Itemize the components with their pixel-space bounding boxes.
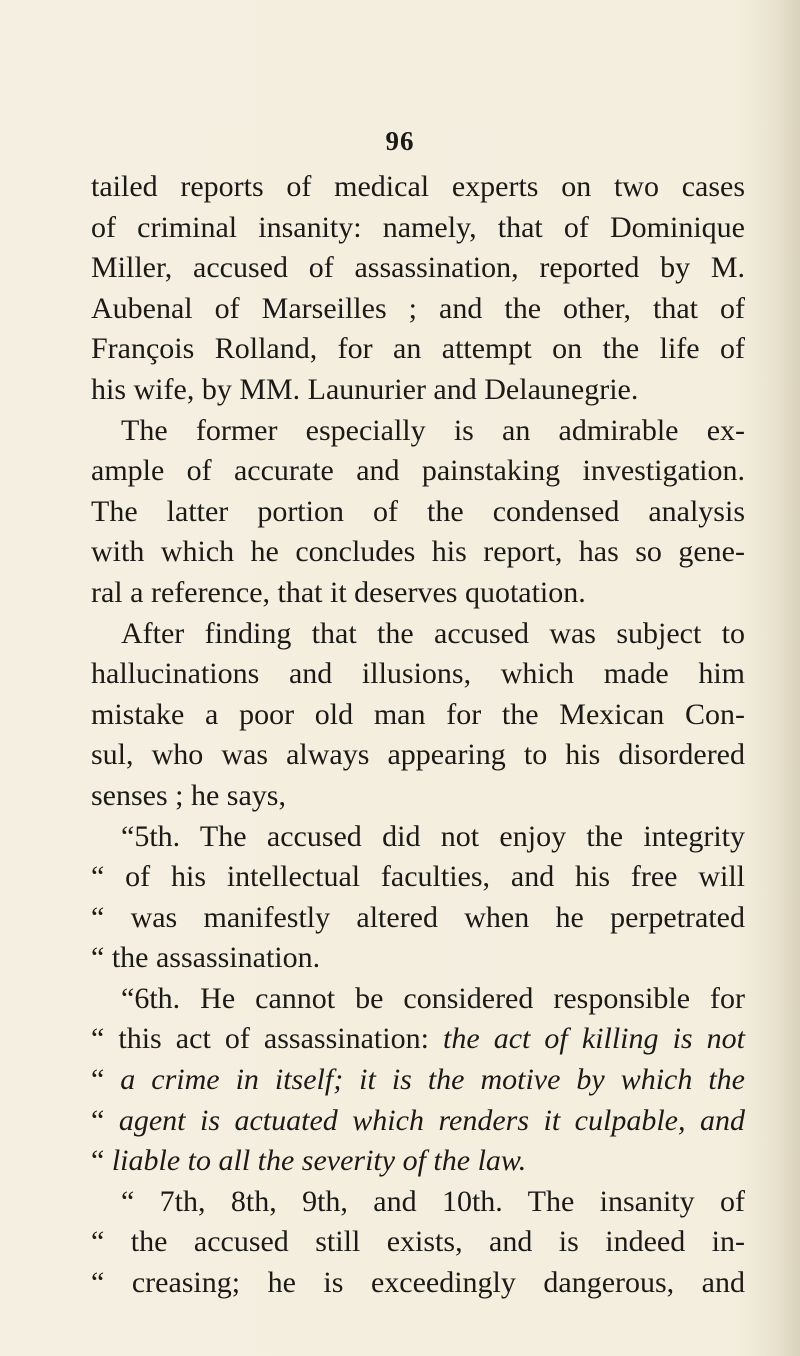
body-text [91, 167, 745, 1304]
quote-line [91, 1060, 745, 1101]
paragraph-start-line: After finding that the accused was subject to [121, 616, 745, 650]
quote-paragraph-start-line: “ 7th, 8th, 9th, and 10th. The insanity of [121, 1184, 745, 1218]
quote-italic-text: agent is actuated which renders it culpable, and [118, 1103, 745, 1137]
quote-mark: “ [91, 1103, 119, 1137]
quote-line: “ the accused still exists, and is indeed in- [91, 1225, 745, 1259]
quote-mark: “ [91, 1063, 121, 1097]
quote-paragraph-start-line: “5th. The accused did not enjoy the integrity [121, 819, 745, 853]
page-number: 96 [385, 126, 415, 156]
text-line: sul, who was always appearing to his disordered [91, 738, 745, 772]
text-line: Miller, accused of assassination, reported by M. [91, 251, 745, 285]
text-line: ample of accurate and painstaking investigation. [91, 454, 745, 488]
text-line: ral a reference, that it deserves quotation. [91, 575, 586, 609]
text-line: The latter portion of the condensed analysis [91, 494, 745, 528]
quote-line [91, 1101, 745, 1142]
text-line: hallucinations and illusions, which made him [91, 657, 745, 691]
quote-line [91, 1019, 745, 1060]
quote-plain-text: “ this act of assassination: [91, 1022, 443, 1056]
text-line: his wife, by MM. Launurier and Delaunegrie. [91, 372, 639, 406]
quote-line: “ creasing; he is exceedingly dangerous, and [91, 1266, 745, 1300]
quote-line: “ of his intellectual faculties, and his free will [91, 860, 745, 894]
text-line: tailed reports of medical experts on two cases [91, 170, 745, 203]
quote-italic-text: the act of killing is not [442, 1022, 745, 1056]
text-line: senses ; he says, [91, 778, 286, 812]
text-line: mistake a poor old man for the Mexican Con- [91, 697, 745, 731]
quote-line [91, 1141, 745, 1182]
text-line: with which he concludes his report, has so gene- [91, 535, 745, 569]
paragraph-start-line: The former especially is an admirable ex- [121, 413, 745, 447]
quote-italic-text: liable to all the severity of the law. [111, 1144, 527, 1178]
quote-mark: “ [91, 1144, 112, 1178]
quote-line: “ the assassination. [91, 941, 321, 975]
text-line: of criminal insanity: namely, that of Dominique [91, 210, 745, 244]
quote-italic-text: a crime in itself; it is the motive by which the [120, 1063, 745, 1097]
quote-paragraph-start-line: “6th. He cannot be considered responsible for [121, 981, 745, 1015]
text-line: François Rolland, for an attempt on the life of [91, 332, 745, 366]
quote-line: “ was manifestly altered when he perpetrated [91, 900, 745, 934]
text-line: Aubenal of Marseilles ; and the other, that of [91, 291, 745, 325]
